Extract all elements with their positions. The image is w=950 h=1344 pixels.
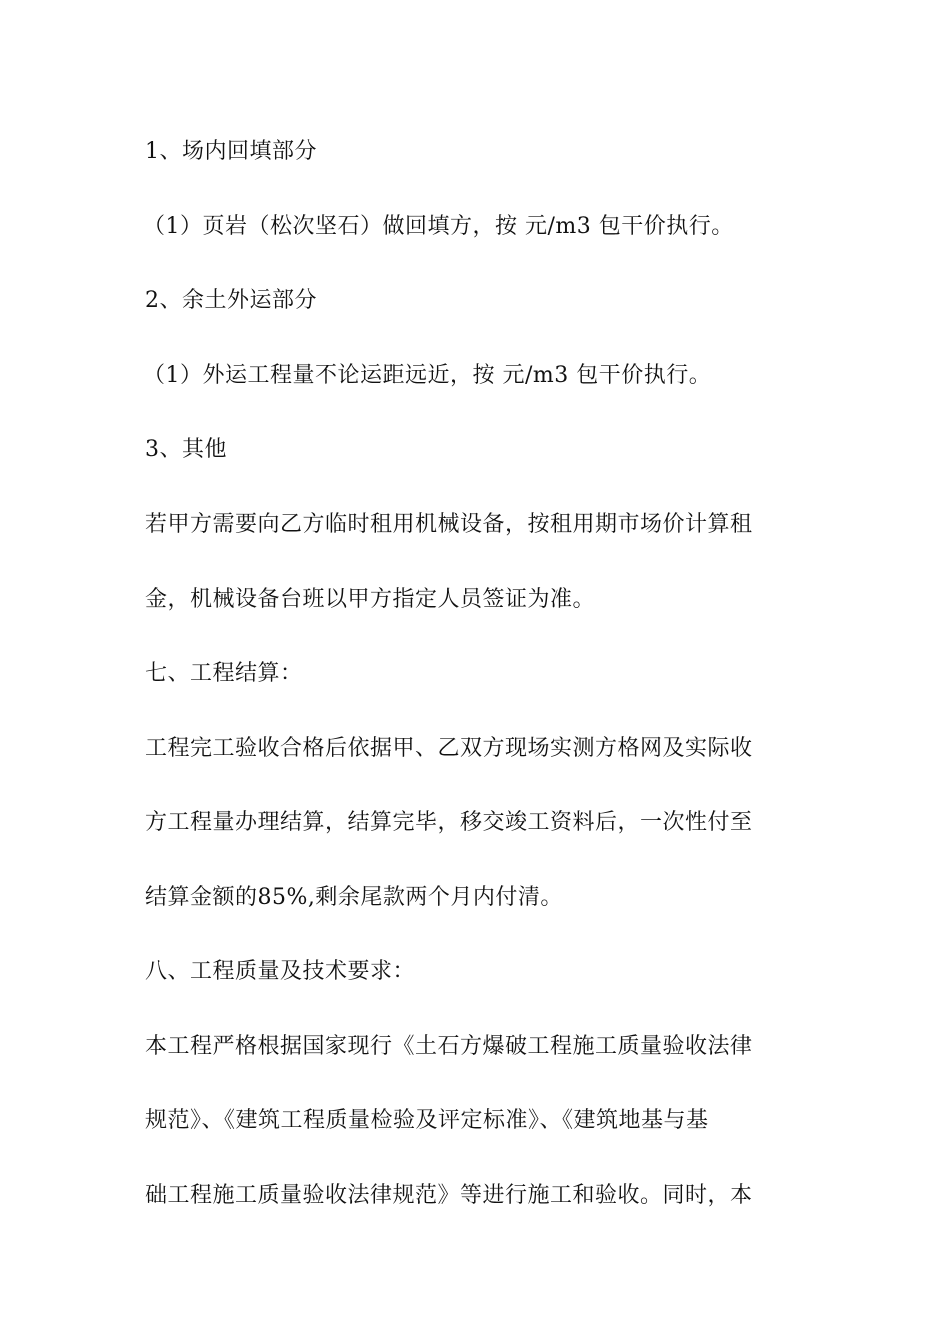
item-backfill-price: （1）页岩（松次坚石）做回填方，按 元/m3 包干价执行。	[143, 214, 734, 239]
heading-other: 3、其他	[145, 437, 227, 462]
paragraph-line: 础工程施工质量验收法律规范》等进行施工和验收。同时，本	[145, 1183, 753, 1208]
heading-quality: 八、工程质量及技术要求：	[145, 959, 416, 984]
paragraph-line: 规范》、《建筑工程质量检验及评定标准》、《建筑地基与基	[145, 1108, 709, 1133]
paragraph-line: 本工程严格根据国家现行《土石方爆破工程施工质量验收法律	[145, 1034, 753, 1059]
heading-settlement: 七、工程结算：	[145, 661, 303, 686]
paragraph-line: 金，机械设备台班以甲方指定人员签证为准。	[145, 587, 596, 612]
paragraph-line: 结算金额的85%,剩余尾款两个月内付清。	[145, 885, 563, 910]
heading-backfill: 1、场内回填部分	[145, 139, 317, 164]
paragraph-line: 若甲方需要向乙方临时租用机械设备，按租用期市场价计算租	[145, 512, 753, 537]
paragraph-line: 方工程量办理结算，结算完毕，移交竣工资料后，一次性付至	[145, 810, 753, 835]
heading-spoil-transport: 2、余土外运部分	[145, 288, 317, 313]
item-transport-price: （1）外运工程量不论运距远近，按 元/m3 包干价执行。	[143, 363, 712, 388]
paragraph-line: 工程完工验收合格后依据甲、乙双方现场实测方格网及实际收	[145, 736, 753, 761]
